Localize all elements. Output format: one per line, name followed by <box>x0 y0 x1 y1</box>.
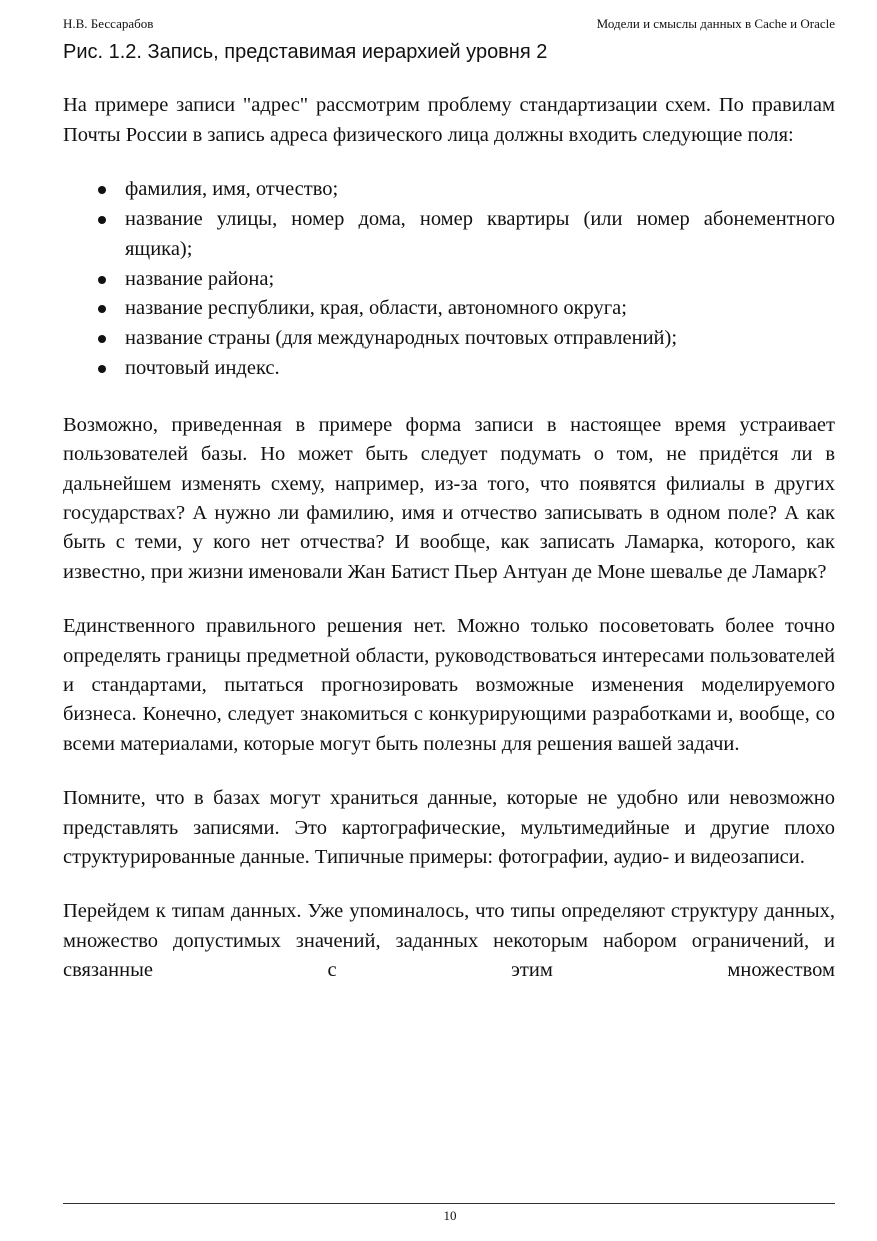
running-header-author: Н.В. Бессарабов <box>63 16 154 31</box>
page-body <box>63 38 835 1011</box>
list-item-text: почтовый индекс. <box>125 357 280 379</box>
list-item-text: название страны (для международных почтовых отправлений); <box>125 327 678 350</box>
intro-paragraph: На примере записи "адрес" рассмотрим проблему стандартизации схем. По правилам Почты России в запись адреса физического лица должны входить следующие поля: <box>63 94 835 146</box>
list-item-text: фамилия, имя, отчество; <box>125 178 339 201</box>
list-item <box>63 205 835 265</box>
list-item-text: название республики, края, области, автономного округа; <box>125 297 627 320</box>
footer-divider <box>63 1203 835 1204</box>
bullet-icon <box>98 365 106 373</box>
bullet-icon <box>98 276 106 284</box>
bullet-icon <box>98 335 106 343</box>
bullet-icon <box>98 305 106 313</box>
list-item <box>63 175 835 205</box>
address-fields-list <box>63 175 835 384</box>
list-item <box>63 324 835 354</box>
paragraph: Единственного правильного решения нет. Можно только посоветовать более точно определять границы предметной области, руководствоваться интересами пользователей и стандартами, пытаться прогнозировать возможные изменения моделируемого бизнеса. Конечно, следует знакомиться с конкурирующими разработками и, вообще, со всеми материалами, которые могут быть полезны для решения вашей задачи. <box>63 615 835 755</box>
paragraph: Возможно, приведенная в примере форма записи в настоящее время устраивает пользователей базы. Но может быть следует подумать о том, не придётся ли в дальнейшем изменять схему, например, из-за того, что появятся филиалы в других государствах? А нужно ли фамилию, имя и отчество записывать в одном поле? А как быть с теми, у кого нет отчества? И вообще, как записать Ламарка, которого, как известно, при жизни именовали Жан Батист Пьер Антуан де Моне шевалье де Ламарк? <box>63 413 835 583</box>
paragraph: Помните, что в базах могут храниться данные, которые не удобно или невозможно представлять записями. Это картографические, мультимедийные и другие плохо структурированные данные. Типичные примеры: фотографии, аудио- и видеозаписи. <box>63 787 835 869</box>
list-item <box>63 354 835 384</box>
running-header-title: Модели и смыслы данных в Cache и Oracle <box>596 16 835 31</box>
list-item-text: название района; <box>125 267 275 290</box>
bullet-icon <box>98 216 106 224</box>
paragraph: Перейдем к типам данных. Уже упоминалось, что типы определяют структуру данных, множество допустимых значений, заданных некоторым набором ограничений, и связанные с этим множеством <box>63 900 835 982</box>
page-number: 10 <box>443 1208 457 1223</box>
list-item-text: название улицы, номер дома, номер квартиры (или номер абонементного ящика); <box>125 208 835 260</box>
list-item <box>63 294 835 324</box>
list-item <box>63 265 835 295</box>
figure-caption: Рис. 1.2. Запись, представимая иерархией уровня 2 <box>63 41 548 63</box>
bullet-icon <box>98 186 106 194</box>
